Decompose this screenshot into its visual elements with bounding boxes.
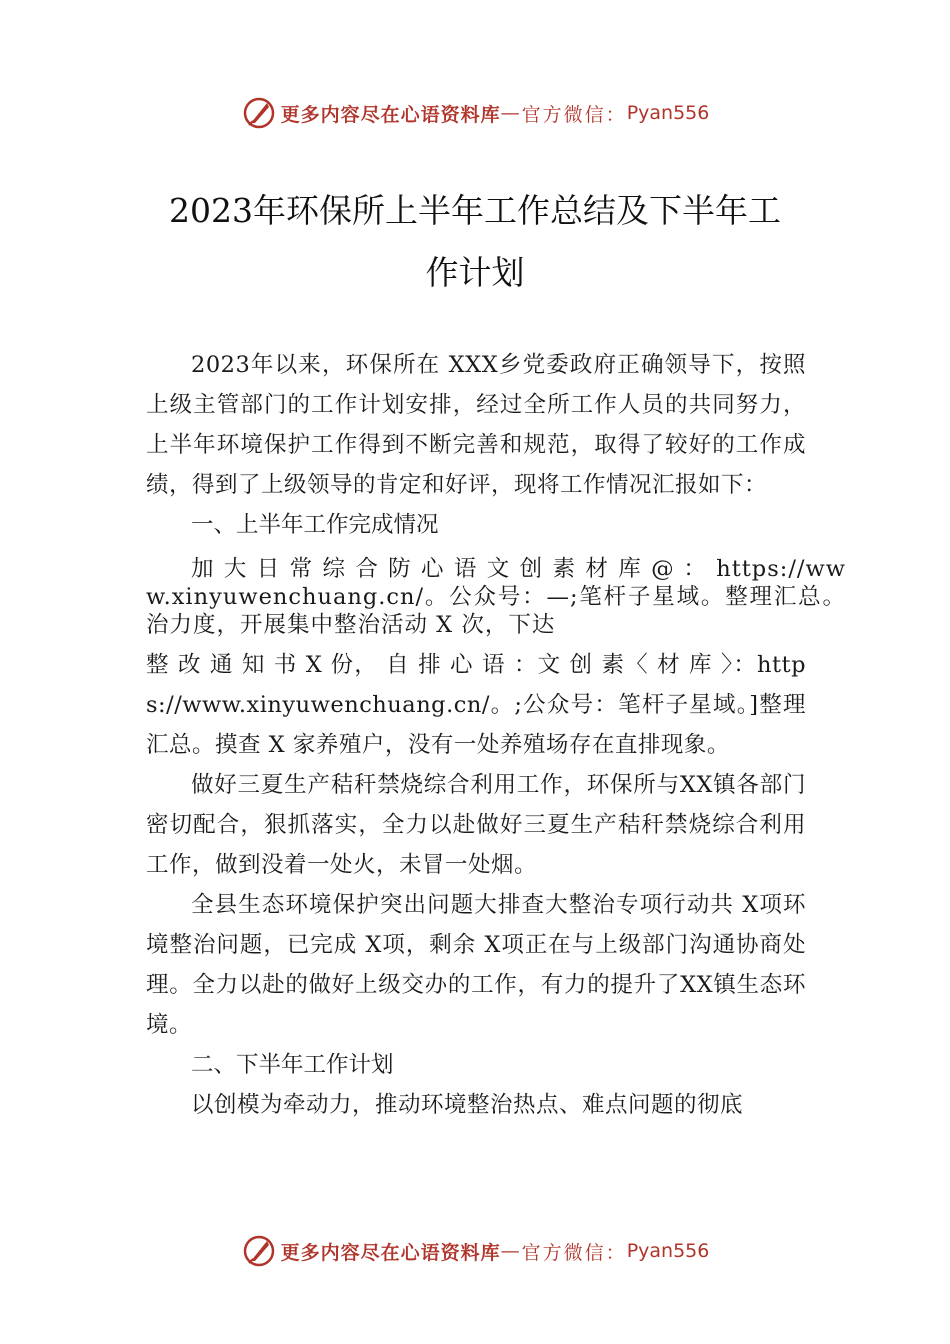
paragraph-straw-burning: 做好三夏生产秸秆禁烧综合利用工作，环保所与XX镇各部门密切配合，狠抓落实，全力以赴做好三夏生产秸秆禁烧综合利用工作，做到没着一处火，未冒一处烟。 <box>146 772 806 878</box>
document-body <box>146 345 846 1125</box>
bottom-banner <box>0 1233 950 1269</box>
banner-brand: 更多内容尽在心语资料库 <box>280 1241 501 1264</box>
paragraph-eco-inspection: 全县生态环境保护突出问题大排查大整治专项行动共 X项环境整治问题，已完成 X项，剩余 X项正在与上级部门沟通协商处理。全力以赴的做好上级交办的工作，有力的提升了XX镇生态环境。 <box>146 892 806 1038</box>
title-line-1: 2023年环保所上半年工作总结及下半年工 <box>169 191 781 230</box>
document-title <box>120 180 830 304</box>
banner-brand: 更多内容尽在心语资料库 <box>280 103 501 126</box>
paragraph-watermark-1: 加 大 日 常 综 合 防 心 语 文 创 素 材 库 @ ： https://www.xinyuwenchuang.cn/。公众号：—;笔杆子星域。整理汇总。治力度，开展集中整治活动 X 次，下达 <box>146 556 846 638</box>
banner-separator: — <box>500 1240 522 1262</box>
banner-account: Pyan556 <box>626 102 710 124</box>
title-line-2: 作计划 <box>425 253 525 292</box>
banner-wechat-label: 官方微信： <box>521 103 627 126</box>
top-banner <box>0 95 950 131</box>
quill-logo-icon <box>241 95 277 131</box>
banner-wechat-label: 官方微信： <box>521 1241 627 1264</box>
paragraph-intro: 2023年以来，环保所在 XXX乡党委政府正确领导下，按照上级主管部门的工作计划安排，经过全所工作人员的共同努力，上半年环境保护工作得到不断完善和规范，取得了较好的工作成绩，得到了上级领导的肯定和好评，现将工作情况汇报如下： <box>146 352 806 498</box>
section-heading-2: 二、下半年工作计划 <box>191 1052 394 1078</box>
quill-logo-icon <box>241 1233 277 1269</box>
banner-account: Pyan556 <box>626 1240 710 1262</box>
paragraph-watermark-2: 整 改 通 知 书 X 份， 自 排 心 语 ：文 创 素〈 材 库 〉：https://www.xinyuwenchuang.cn/。;公众号：笔杆子星域。]整理汇总。摸查 X 家养殖户，没有一处养殖场存在直排现象。 <box>146 652 806 758</box>
section-heading-1: 一、上半年工作完成情况 <box>191 512 439 538</box>
banner-separator: — <box>500 102 522 124</box>
paragraph-plan: 以创模为牵动力，推动环境整治热点、难点问题的彻底 <box>191 1092 744 1118</box>
